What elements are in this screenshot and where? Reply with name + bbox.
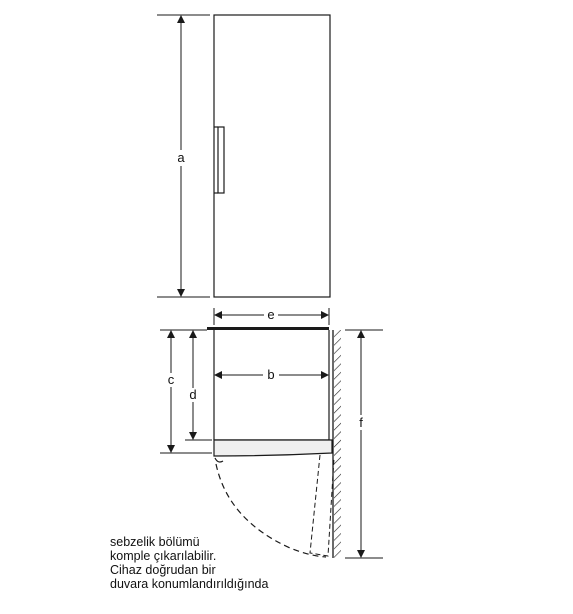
note-line: komple çıkarılabilir. [110,549,217,563]
wall-hatching [334,330,341,558]
dimension-a-label: a [177,150,185,165]
front-view [157,15,330,297]
note-line: sebzelik bölümü [110,535,200,549]
dimension-d-label: d [189,387,197,402]
door-hinge [215,458,223,462]
dimension-c-label: c [167,372,175,387]
appliance-back-panel [207,327,329,330]
note-line: duvara konumlandırıldığında [110,577,269,591]
dimension-b-label: b [267,367,275,382]
appliance-door-closed [214,440,332,456]
top-view [160,307,383,558]
dimension-f-label: f [359,415,363,430]
appliance-front-body [214,15,330,297]
note-line: Cihaz doğrudan bir [110,563,216,577]
installation-note [110,535,268,591]
dimension-e-label: e [267,307,275,322]
door-open-position [310,455,334,556]
